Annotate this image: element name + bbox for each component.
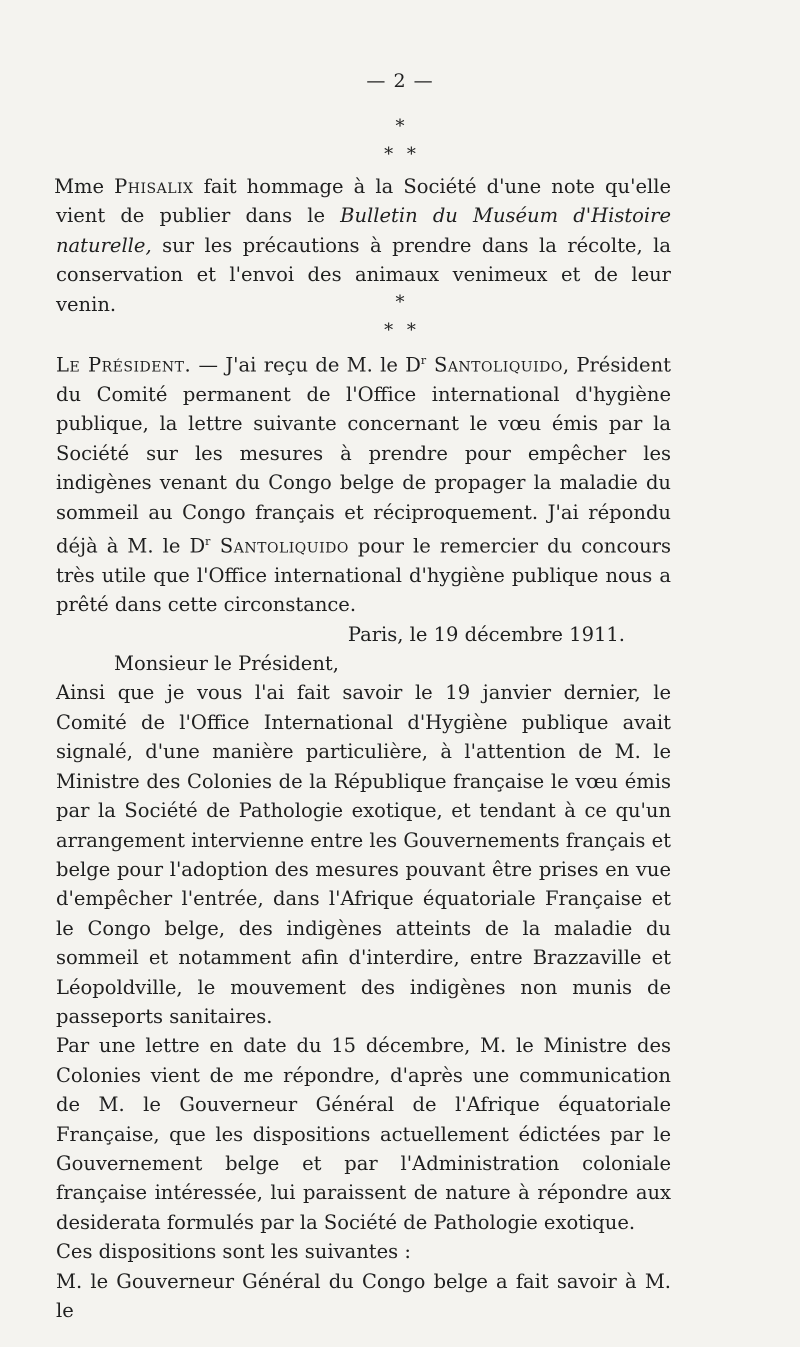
paragraph1-prefix: Mme — [54, 175, 115, 198]
letter-paragraph-1: Ainsi que je vous l'ai fait savoir le 19 janvier dernier, le Comité de l'Office International d'Hygiène publique avait signalé, d'une manière particulière, à l'attention de M. le Ministre des Colonies de la République française le vœu émis par la Société de Pathologie exotique, et tendant à ce qu'un arrangement intervienne entre les Gouvernements français et belge pour l'adoption des mesures pouvant être prises en vue d'empêcher l'entrée, dans l'Afrique équatoriale Française et le Congo belge, des indigènes atteints de la maladie du sommeil et notamment afin d'interdire, entre Brazzaville et Léopoldville, le mouvement des indigènes non munis de passeports sanitaires. — [56, 681, 671, 1028]
letter-date: Paris, le 19 décembre 1911. — [347, 622, 625, 646]
asterism-separator-2 — [0, 294, 800, 340]
main-text — [56, 346, 671, 1325]
bulletin-title: Bulletin du Muséum d'Histoire naturelle, — [56, 204, 671, 257]
paragraph-president — [56, 346, 671, 620]
asterism-top: * — [395, 292, 405, 313]
name-santoliquido-1: Santoliquido — [426, 353, 563, 377]
asterism-bottom: * * — [384, 320, 416, 341]
letter-paragraph-2: Par une lettre en date du 15 décembre, M. le Ministre des Colonies vient de me répondre, d'après une communication de M. le Gouverneur Général de l'Afrique équatoriale Française, que les dispositions actuellement édictées par le Gouvernement belge et par l'Administration coloniale française intéressée, lui paraissent de nature à répondre aux desiderata formulés par la Société de Pathologie exotique. — [56, 1034, 671, 1234]
asterism-top: * — [395, 116, 405, 137]
superscript-r-1: r — [420, 354, 427, 367]
asterism-bottom: * * — [384, 144, 416, 165]
superscript-r-2: r — [205, 534, 211, 548]
speaker-label: Le Président. — [56, 353, 192, 377]
letter-paragraph-3: Ces dispositions sont les suivantes : — [56, 1240, 411, 1264]
author-name-phisalix: Phisalix — [114, 175, 194, 198]
paragraph2-text-c: pour le remercier du concours très utile que l'Office international d'hygiène publique nous a prêté dans cette circonstance. — [56, 534, 671, 617]
paragraph2-text-b: , Président du Comité permanent de l'Office international d'hygiène publique, la lettre suivante concernant le vœu émis par la Société sur les mesures à prendre pour empêcher les indigènes venant du Congo belge de propager la maladie du sommeil au Congo français et réciproquement. J'ai répondu déjà à M. le D — [56, 353, 671, 558]
letter-paragraph-4: M. le Gouverneur Général du Congo belge a fait savoir à M. le — [56, 1269, 671, 1322]
name-santoliquido-2: Santoliquido — [210, 534, 349, 558]
letter-salutation: Monsieur le Président, — [114, 652, 339, 676]
paragraph1-text-a: fait hommage à la Société d'une note qu'elle vient de publier dans le — [56, 175, 671, 228]
page-number: — 2 — — [366, 70, 434, 92]
paragraph1-text-b: sur les précautions à prendre dans la récolte, la conservation et l'envoi des animaux venimeux et de leur venin. — [56, 233, 671, 316]
asterism-separator-1 — [0, 118, 800, 164]
paragraph2-text-a: — J'ai reçu de M. le D — [191, 353, 421, 377]
